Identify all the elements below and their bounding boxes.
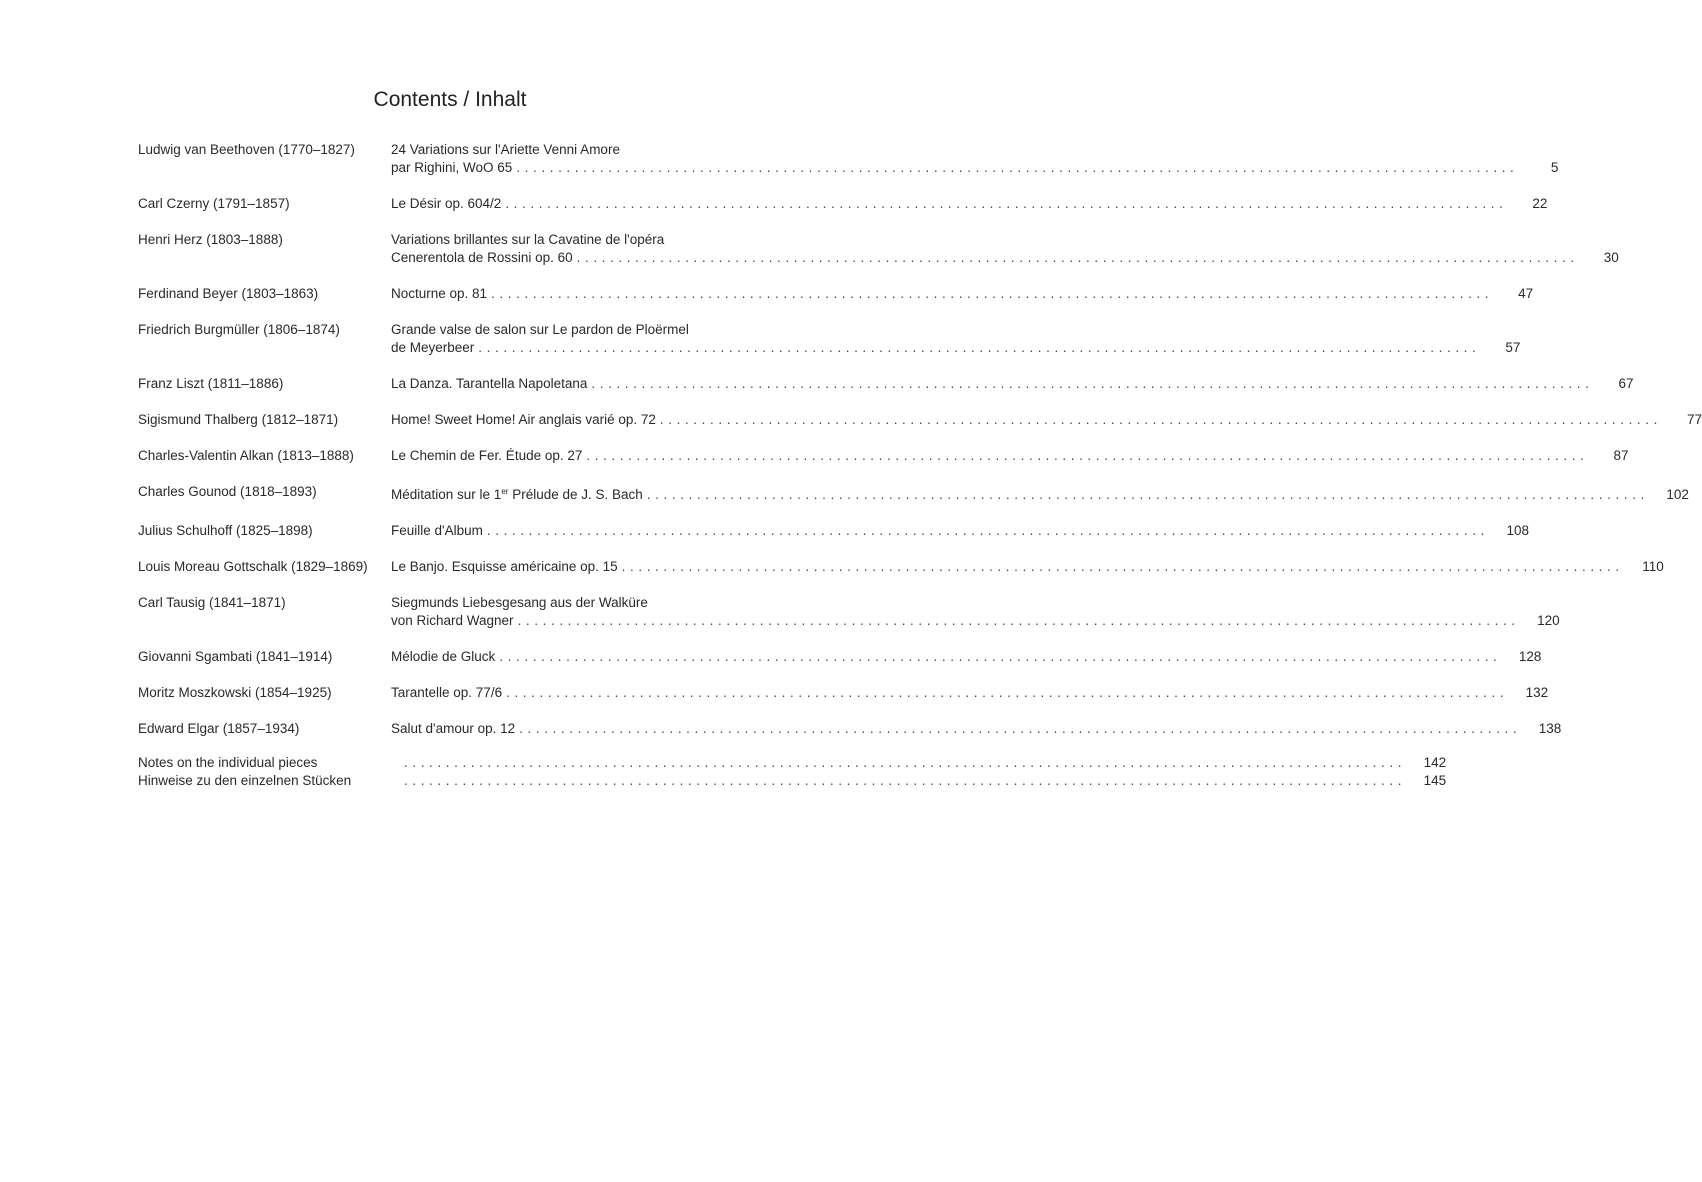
dot-leader: ........................................................................................................................ <box>519 721 1522 736</box>
work-title-line: Grande valse de salon sur Le pardon de Ploërmel <box>391 322 689 337</box>
page-number: 110 <box>1642 559 1664 574</box>
composer-name: Franz Liszt (1811–1886) <box>138 376 284 391</box>
composer-name: Charles-Valentin Alkan (1813–1888) <box>138 448 354 463</box>
work-title-line: par Righini, WoO 65 <box>391 160 513 175</box>
toc-entry[interactable] <box>138 594 1560 630</box>
work-title <box>391 522 1529 540</box>
notes-label: Notes on the individual pieces <box>138 755 318 770</box>
notes-label: Hinweise zu den einzelnen Stücken <box>138 773 352 788</box>
toc-entry[interactable] <box>138 522 1529 540</box>
work-title-line: Méditation sur le 1er Prélude de J. S. Bach <box>391 487 643 502</box>
dot-leader: ........................................................................................................................ <box>499 649 1502 664</box>
composer-name: Edward Elgar (1857–1934) <box>138 721 300 736</box>
page-number: 142 <box>1423 755 1447 770</box>
toc-entry[interactable] <box>138 285 1534 303</box>
dot-leader: ........................................................................................................................ <box>478 340 1481 355</box>
work-title-line: 24 Variations sur l'Ariette Venni Amore <box>391 142 620 157</box>
work-title <box>391 321 1521 357</box>
composer-name: Giovanni Sgambati (1841–1914) <box>138 649 333 664</box>
work-title <box>391 684 1549 702</box>
toc-entry[interactable] <box>138 231 1619 267</box>
work-title <box>391 375 1634 393</box>
work-title-line: Siegmunds Liebesgesang aus der Walküre <box>391 595 648 610</box>
work-title <box>391 411 1702 429</box>
toc-entry[interactable] <box>138 754 1447 772</box>
page-number: 47 <box>1518 286 1534 301</box>
work-title-line: Le Banjo. Esquisse américaine op. 15 <box>391 559 618 574</box>
work-title <box>391 558 1664 576</box>
dot-leader: ........................................................................................................................ <box>486 523 1489 538</box>
work-title-line: Variations brillantes sur la Cavatine de l'opéra <box>391 232 665 247</box>
page-number: 120 <box>1537 613 1560 628</box>
work-title <box>391 447 1629 465</box>
page-number: 22 <box>1532 196 1548 211</box>
work-title-line: Mélodie de Gluck <box>391 649 496 664</box>
work-title-line: Tarantelle op. 77/6 <box>391 685 503 700</box>
dot-leader: ........................................................................................................................ <box>505 196 1508 211</box>
work-title <box>391 231 1619 267</box>
toc-entry[interactable] <box>138 483 1689 504</box>
dot-leader: ........................................................................................................................ <box>404 773 1407 788</box>
work-title-line: La Danza. Tarantella Napoletana <box>391 376 588 391</box>
work-title <box>391 285 1534 303</box>
page-number: 87 <box>1613 448 1629 463</box>
dot-leader: ........................................................................................................................ <box>517 613 1520 628</box>
work-title-line: Nocturne op. 81 <box>391 286 488 301</box>
work-title-line: Le Chemin de Fer. Étude op. 27 <box>391 448 583 463</box>
toc-entry[interactable] <box>138 141 1559 177</box>
dot-leader: ........................................................................................................................ <box>586 448 1589 463</box>
page-number: 77 <box>1686 412 1702 427</box>
composer-name: Julius Schulhoff (1825–1898) <box>138 523 313 538</box>
page-number: 57 <box>1505 340 1521 355</box>
composer-name: Carl Tausig (1841–1871) <box>138 595 286 610</box>
work-title <box>391 141 1559 177</box>
work-title-line: Le Désir op. 604/2 <box>391 196 502 211</box>
page-number: 128 <box>1518 649 1542 664</box>
composer-name: Louis Moreau Gottschalk (1829–1869) <box>138 559 368 574</box>
page-number: 102 <box>1666 487 1689 502</box>
toc-entry[interactable] <box>138 720 1562 738</box>
table-of-contents <box>138 141 1702 790</box>
toc-entry[interactable] <box>138 684 1549 702</box>
page-number: 30 <box>1603 250 1619 265</box>
work-title <box>391 720 1562 738</box>
composer-name: Ludwig van Beethoven (1770–1827) <box>138 142 355 157</box>
dot-leader: ........................................................................................................................ <box>591 376 1594 391</box>
toc-entry[interactable] <box>138 375 1634 393</box>
dot-leader: ........................................................................................................................ <box>516 160 1519 175</box>
work-title-line: Feuille d'Album <box>391 523 483 538</box>
dot-leader: ........................................................................................................................ <box>491 286 1494 301</box>
page-title: Contents / Inhalt <box>373 88 527 111</box>
composer-name: Ferdinand Beyer (1803–1863) <box>138 286 319 301</box>
toc-entry[interactable] <box>138 321 1521 357</box>
composer-name: Friedrich Burgmüller (1806–1874) <box>138 322 340 337</box>
composer-name: Moritz Moszkowski (1854–1925) <box>138 685 332 700</box>
page-number: 145 <box>1423 773 1447 788</box>
composer-name: Charles Gounod (1818–1893) <box>138 484 317 499</box>
page-number: 108 <box>1506 523 1529 538</box>
dot-leader: ........................................................................................................................ <box>506 685 1509 700</box>
page-number: 67 <box>1618 376 1634 391</box>
work-title-line: de Meyerbeer <box>391 340 475 355</box>
page-number: 138 <box>1538 721 1562 736</box>
dot-leader: ........................................................................................................................ <box>404 755 1407 770</box>
composer-name: Carl Czerny (1791–1857) <box>138 196 290 211</box>
dot-leader: ........................................................................................................................ <box>646 487 1649 502</box>
work-title-line: Salut d'amour op. 12 <box>391 721 516 736</box>
work-title <box>391 483 1689 504</box>
composer-name: Henri Herz (1803–1888) <box>138 232 283 247</box>
composer-name: Sigismund Thalberg (1812–1871) <box>138 412 339 427</box>
page-number: 132 <box>1525 685 1549 700</box>
work-title-line: Cenerentola de Rossini op. 60 <box>391 250 573 265</box>
dot-leader: ........................................................................................................................ <box>576 250 1579 265</box>
work-title <box>391 195 1548 213</box>
work-title-line: Home! Sweet Home! Air anglais varié op. 72 <box>391 412 656 427</box>
toc-entry[interactable] <box>138 558 1664 576</box>
toc-entry[interactable] <box>138 648 1542 666</box>
toc-entry[interactable] <box>138 772 1447 790</box>
work-title <box>391 648 1542 666</box>
work-title-line: von Richard Wagner <box>391 613 514 628</box>
toc-entry[interactable] <box>138 195 1548 213</box>
dot-leader: ........................................................................................................................ <box>659 412 1662 427</box>
page-number: 5 <box>1550 160 1559 175</box>
notes-section <box>138 754 1447 790</box>
work-title <box>391 594 1560 630</box>
toc-entry[interactable] <box>138 411 1702 429</box>
dot-leader: ........................................................................................................................ <box>621 559 1624 574</box>
toc-entry[interactable] <box>138 447 1629 465</box>
